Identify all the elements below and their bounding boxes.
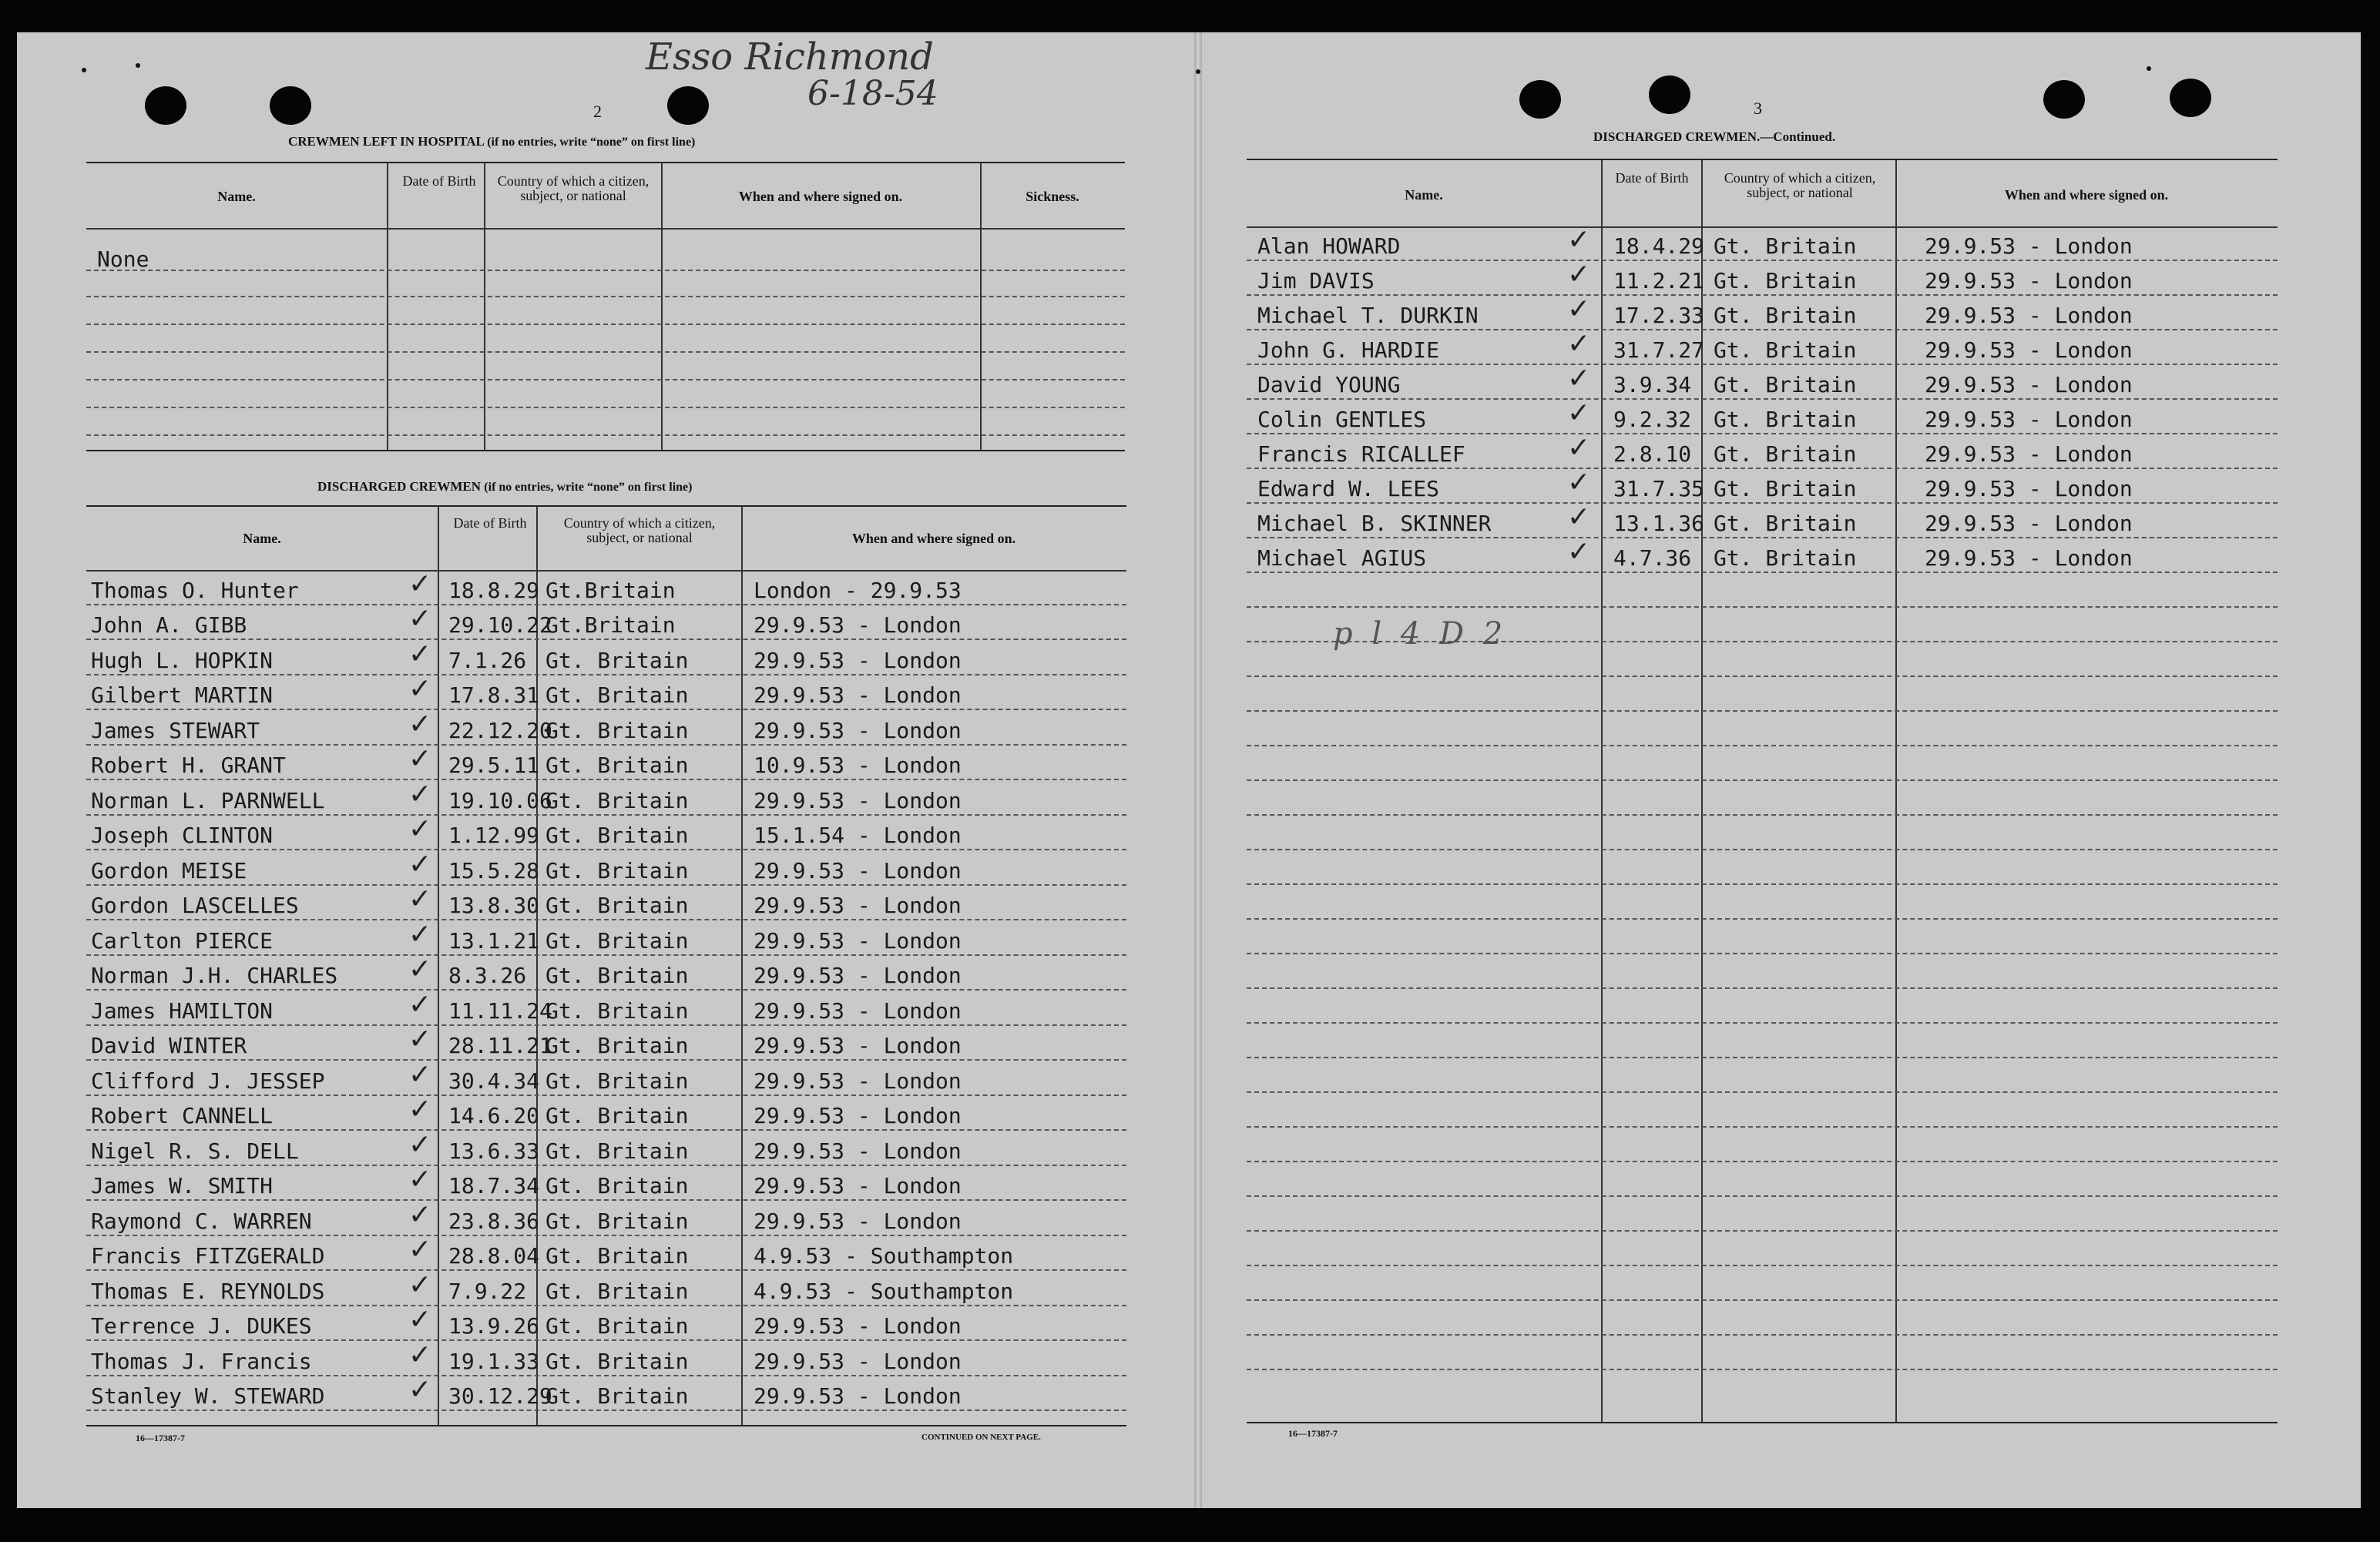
crew-name: Norman L. PARNWELL — [91, 787, 325, 813]
discharged-table-right — [1247, 159, 2278, 1423]
crew-signed-on: 29.9.53 - London — [754, 1103, 962, 1128]
ruled-line — [1247, 502, 2278, 504]
ruled-line — [86, 604, 1126, 605]
crew-signed-on: 29.9.53 - London — [754, 1383, 962, 1409]
crew-country: Gt. Britain — [545, 1138, 689, 1164]
crew-signed-on: 4.9.53 - Southampton — [754, 1243, 1014, 1269]
crew-name: Clifford J. JESSEP — [91, 1068, 325, 1094]
ruled-line — [86, 1305, 1126, 1306]
checkmark-icon: ✓ — [1567, 536, 1591, 568]
hospital-first-entry: None — [97, 246, 149, 272]
ruled-line — [1247, 398, 2278, 400]
ruled-line — [1247, 1265, 2278, 1266]
crew-name: Raymond C. WARREN — [91, 1208, 312, 1234]
crew-country: Gt. Britain — [545, 823, 689, 848]
crew-country: Gt. Britain — [545, 927, 689, 954]
crew-name: Alan HOWARD — [1257, 233, 1401, 259]
crew-country: Gt. Britain — [545, 1208, 689, 1234]
col-header-name: Name. — [1405, 187, 1443, 203]
crew-dob: 28.8.04 — [448, 1243, 540, 1269]
crew-country: Gt. Britain — [1714, 372, 1857, 397]
discharged-heading-text: DISCHARGED CREWMEN — [317, 479, 482, 494]
crew-country: Gt. Britain — [545, 1173, 689, 1198]
crew-dob: 13.1.21 — [448, 927, 540, 954]
ruled-line — [86, 1165, 1126, 1166]
crew-name: Francis RICALLEF — [1257, 441, 1465, 467]
crew-dob: 19.10.06 — [448, 787, 552, 813]
crew-name: James HAMILTON — [91, 997, 274, 1024]
crew-dob: 22.12.20 — [448, 717, 552, 743]
crew-dob: 13.8.30 — [448, 893, 540, 918]
col-header-name: Name. — [243, 531, 281, 546]
crew-name: John G. HARDIE — [1257, 337, 1440, 363]
ruled-line — [86, 1024, 1126, 1026]
ruled-line — [1247, 1230, 2278, 1232]
ruled-line — [1247, 329, 2278, 330]
crew-country: Gt. Britain — [545, 682, 689, 708]
checkmark-icon: ✓ — [408, 1024, 432, 1055]
discharged-heading-note: (if no entries, write “none” on first line) — [484, 481, 693, 494]
crew-dob: 17.2.33 — [1613, 303, 1705, 328]
ink-dot — [1196, 69, 1200, 74]
crew-name: Stanley W. STEWARD — [91, 1383, 325, 1409]
crew-country: Gt. Britain — [1714, 337, 1857, 363]
crew-dob: 23.8.36 — [448, 1208, 540, 1234]
crew-name: Michael T. DURKIN — [1257, 303, 1479, 328]
crew-country: Gt. Britain — [545, 1313, 689, 1339]
ruled-line — [86, 1059, 1126, 1061]
ruled-line — [1247, 1369, 2278, 1370]
ruled-line — [86, 1410, 1126, 1411]
crew-dob: 13.9.26 — [448, 1313, 540, 1339]
crew-country: Gt. Britain — [545, 1383, 689, 1409]
col-header-dob: Date of Birth — [402, 173, 476, 189]
crew-signed-on: 29.9.53 - London — [754, 1068, 962, 1094]
crew-country: Gt. Britain — [1714, 407, 1857, 432]
page-number-left: 2 — [593, 102, 602, 121]
crew-signed-on: 15.1.54 - London — [754, 823, 962, 848]
ruled-line — [86, 1269, 1126, 1271]
ruled-line — [86, 1199, 1126, 1201]
crew-dob: 4.7.36 — [1613, 545, 1692, 571]
crew-signed-on: 29.9.53 - London — [754, 997, 962, 1024]
checkmark-icon: ✓ — [1567, 328, 1591, 360]
crew-dob: 31.7.27 — [1613, 337, 1705, 363]
crew-name: Gordon MEISE — [91, 857, 247, 883]
crew-name: Gordon LASCELLES — [91, 893, 299, 918]
checkmark-icon: ✓ — [1567, 501, 1591, 533]
checkmark-icon: ✓ — [1567, 293, 1591, 325]
crew-dob: 17.8.31 — [448, 682, 540, 708]
crew-signed-on: 29.9.53 - London — [1925, 407, 2133, 432]
checkmark-icon: ✓ — [408, 1128, 432, 1161]
col-header-country: Country of which a citizen, subject, or national — [563, 515, 716, 545]
crew-signed-on: 29.9.53 - London — [1925, 545, 2133, 571]
checkmark-icon: ✓ — [408, 1234, 432, 1265]
crew-dob: 8.3.26 — [448, 963, 527, 988]
crew-signed-on: 29.9.53 - London — [754, 1208, 962, 1234]
checkmark-icon: ✓ — [408, 638, 432, 670]
crew-dob: 1.12.99 — [448, 823, 540, 848]
crew-dob: 28.11.21 — [448, 1033, 552, 1058]
ruled-line — [1247, 1195, 2278, 1197]
page-spine — [1194, 32, 1202, 1508]
crew-country: Gt. Britain — [545, 997, 689, 1024]
ruled-line — [1247, 953, 2278, 954]
handwritten-date: 6-18-54 — [807, 74, 938, 113]
crew-country: Gt. Britain — [1714, 233, 1857, 259]
ruled-line — [1247, 468, 2278, 469]
col-header-dob: Date of Birth — [453, 515, 527, 531]
checkmark-icon: ✓ — [408, 778, 432, 810]
col-header-sickness: Sickness. — [1026, 189, 1079, 204]
col-header-signed: When and where signed on. — [738, 189, 903, 204]
crew-signed-on: 29.9.53 - London — [1925, 303, 2133, 328]
checkmark-icon: ✓ — [408, 883, 432, 915]
ruled-line — [1247, 675, 2278, 677]
ink-dot — [2147, 66, 2151, 71]
crew-country: Gt.Britain — [545, 577, 676, 603]
ruled-line — [1247, 1126, 2278, 1128]
checkmark-icon: ✓ — [408, 1269, 432, 1301]
crew-name: Joseph CLINTON — [91, 823, 274, 848]
ruled-line — [1247, 1334, 2278, 1336]
crew-name: James STEWART — [91, 717, 260, 743]
col-header-signed: When and where signed on. — [851, 531, 1016, 546]
crew-country: Gt. Britain — [545, 787, 689, 813]
punch-hole — [2170, 79, 2211, 117]
crew-name: David WINTER — [91, 1033, 247, 1058]
checkmark-icon: ✓ — [1567, 432, 1591, 464]
checkmark-icon: ✓ — [408, 1058, 432, 1091]
ruled-line — [86, 639, 1126, 640]
checkmark-icon: ✓ — [1567, 467, 1591, 498]
crew-signed-on: 29.9.53 - London — [754, 1313, 962, 1339]
checkmark-icon: ✓ — [408, 1094, 432, 1125]
crew-dob: 18.7.34 — [448, 1173, 540, 1198]
crew-signed-on: 29.9.53 - London — [1925, 233, 2133, 259]
crew-signed-on: 29.9.53 - London — [1925, 511, 2133, 536]
ruled-line — [86, 674, 1126, 675]
crew-country: Gt. Britain — [1714, 545, 1857, 571]
crew-signed-on: 29.9.53 - London — [754, 927, 962, 954]
crew-country: Gt. Britain — [545, 963, 689, 988]
ruled-line — [1247, 364, 2278, 365]
checkmark-icon: ✓ — [408, 1339, 432, 1371]
crew-dob: 19.1.33 — [448, 1348, 540, 1374]
punch-hole — [1649, 75, 1690, 114]
checkmark-icon: ✓ — [408, 1304, 432, 1336]
continued-note: CONTINUED ON NEXT PAGE. — [921, 1433, 1041, 1442]
crew-name: James W. SMITH — [91, 1173, 274, 1198]
crew-dob: 7.9.22 — [448, 1278, 527, 1304]
crew-dob: 13.1.36 — [1613, 511, 1705, 536]
crew-name: Jim DAVIS — [1257, 268, 1375, 293]
punch-hole — [270, 86, 311, 125]
crew-signed-on: 4.9.53 - Southampton — [754, 1278, 1014, 1304]
crew-country: Gt. Britain — [1714, 511, 1857, 536]
ruled-line — [1247, 1299, 2278, 1301]
ruled-line — [1247, 294, 2278, 296]
checkmark-icon: ✓ — [408, 1164, 432, 1195]
ruled-line — [1247, 606, 2278, 608]
crew-signed-on: 29.9.53 - London — [754, 612, 962, 638]
crew-dob: 18.4.29 — [1613, 233, 1705, 259]
crew-signed-on: 29.9.53 - London — [754, 647, 962, 673]
crew-country: Gt. Britain — [545, 857, 689, 883]
crew-name: Carlton PIERCE — [91, 927, 274, 954]
right-section-heading: DISCHARGED CREWMEN.—Continued. — [1593, 129, 1836, 144]
crew-signed-on: 29.9.53 - London — [1925, 476, 2133, 501]
checkmark-icon: ✓ — [408, 673, 432, 705]
checkmark-icon: ✓ — [408, 813, 432, 845]
crew-name: David YOUNG — [1257, 372, 1401, 397]
ruled-line — [86, 919, 1126, 920]
crew-country: Gt. Britain — [1714, 303, 1857, 328]
crew-dob: 9.2.32 — [1613, 407, 1692, 432]
crew-signed-on: 29.9.53 - London — [754, 717, 962, 743]
ruled-line — [1247, 1057, 2278, 1058]
ink-dot — [136, 63, 140, 68]
ruled-line — [86, 814, 1126, 816]
hospital-section-heading — [288, 134, 695, 149]
ruled-line — [1247, 710, 2278, 712]
crew-dob: 30.12.29 — [448, 1383, 552, 1409]
crew-dob: 14.6.20 — [448, 1103, 540, 1128]
crew-signed-on: 29.9.53 - London — [754, 857, 962, 883]
checkmark-icon: ✓ — [408, 1198, 432, 1231]
checkmark-icon: ✓ — [408, 848, 432, 880]
crew-name: Terrence J. DUKES — [91, 1313, 312, 1339]
form-number-left: 16—17387-7 — [136, 1433, 185, 1443]
handwritten-mark: p l 4 D 2 — [1333, 616, 1508, 652]
crew-signed-on: 29.9.53 - London — [754, 682, 962, 708]
punch-hole — [1519, 80, 1561, 119]
crew-dob: 11.2.21 — [1613, 268, 1705, 293]
ruled-line — [1247, 779, 2278, 781]
crew-dob: 29.10.22 — [448, 612, 552, 638]
handwritten-ship-name: Esso Richmond — [646, 35, 934, 79]
crew-signed-on: 29.9.53 - London — [754, 1348, 962, 1374]
crew-signed-on: 29.9.53 - London — [754, 1033, 962, 1058]
crew-country: Gt. Britain — [545, 893, 689, 918]
crew-signed-on: London - 29.9.53 — [754, 577, 962, 603]
ruled-line — [86, 779, 1126, 780]
ruled-line — [86, 1235, 1126, 1236]
crew-country: Gt.Britain — [545, 612, 676, 638]
ink-dot — [82, 68, 86, 72]
ruled-line — [86, 884, 1126, 886]
crew-name: Michael AGIUS — [1257, 545, 1427, 571]
crew-dob: 31.7.35 — [1613, 476, 1705, 501]
crew-dob: 30.4.34 — [448, 1068, 540, 1094]
checkmark-icon: ✓ — [408, 918, 432, 950]
crew-name: Robert H. GRANT — [91, 753, 286, 778]
checkmark-icon: ✓ — [1567, 259, 1591, 290]
crew-country: Gt. Britain — [545, 1243, 689, 1269]
ruled-line — [86, 1339, 1126, 1341]
ruled-line — [1247, 433, 2278, 434]
crew-name: Norman J.H. CHARLES — [91, 963, 338, 988]
crew-name: Colin GENTLES — [1257, 407, 1427, 432]
ruled-line — [1247, 1022, 2278, 1024]
ruled-line — [1247, 814, 2278, 816]
ruled-line — [1247, 883, 2278, 885]
col-header-dob: Date of Birth — [1615, 170, 1689, 186]
ruled-line — [86, 744, 1126, 746]
ruled-line — [86, 1375, 1126, 1376]
crew-signed-on: 29.9.53 - London — [1925, 337, 2133, 363]
crew-name: Gilbert MARTIN — [91, 682, 274, 708]
punch-hole — [145, 86, 186, 125]
discharged-table-left — [86, 505, 1126, 1426]
punch-hole — [667, 86, 709, 125]
checkmark-icon: ✓ — [408, 603, 432, 635]
crew-name: Thomas J. Francis — [91, 1348, 312, 1374]
crew-signed-on: 10.9.53 - London — [754, 753, 962, 778]
checkmark-icon: ✓ — [408, 954, 432, 985]
crew-name: Nigel R. S. DELL — [91, 1138, 299, 1164]
hospital-heading-note: (if no entries, write “none” on first line) — [487, 136, 696, 149]
hospital-heading-text: CREWMEN LEFT IN HOSPITAL — [288, 134, 484, 149]
crew-name: Thomas E. REYNOLDS — [91, 1278, 325, 1304]
discharged-section-heading — [317, 479, 692, 494]
checkmark-icon: ✓ — [1567, 397, 1591, 429]
col-header-signed: When and where signed on. — [2004, 187, 2169, 203]
crew-name: Robert CANNELL — [91, 1103, 274, 1128]
col-header-country: Country of which a citizen, subject, or national — [497, 173, 650, 203]
ruled-line — [1247, 987, 2278, 989]
checkmark-icon: ✓ — [1567, 363, 1591, 394]
crew-dob: 29.5.11 — [448, 753, 540, 778]
crew-signed-on: 29.9.53 - London — [754, 1138, 962, 1164]
crew-dob: 13.6.33 — [448, 1138, 540, 1164]
ruled-line — [1247, 1091, 2278, 1093]
crew-signed-on: 29.9.53 - London — [754, 787, 962, 813]
crew-dob: 11.11.24 — [448, 997, 552, 1024]
ruled-line — [86, 1129, 1126, 1131]
crew-country: Gt. Britain — [545, 1033, 689, 1058]
crew-dob: 18.8.29 — [448, 577, 540, 603]
checkmark-icon: ✓ — [408, 1374, 432, 1406]
ruled-line — [86, 989, 1126, 991]
crew-country: Gt. Britain — [1714, 441, 1857, 467]
crew-signed-on: 29.9.53 - London — [754, 1173, 962, 1198]
crew-signed-on: 29.9.53 - London — [1925, 441, 2133, 467]
crew-signed-on: 29.9.53 - London — [754, 893, 962, 918]
col-header-country: Country of which a citizen, subject, or national — [1724, 170, 1876, 200]
crew-country: Gt. Britain — [545, 647, 689, 673]
crew-country: Gt. Britain — [545, 1103, 689, 1128]
crew-dob: 2.8.10 — [1613, 441, 1692, 467]
crew-signed-on: 29.9.53 - London — [754, 963, 962, 988]
checkmark-icon: ✓ — [408, 988, 432, 1021]
form-number-right: 16—17387-7 — [1288, 1428, 1338, 1439]
crew-country: Gt. Britain — [545, 1278, 689, 1304]
page-number-right: 3 — [1754, 99, 1762, 118]
checkmark-icon: ✓ — [1567, 224, 1591, 256]
checkmark-icon: ✓ — [408, 743, 432, 775]
crew-name: Hugh L. HOPKIN — [91, 647, 274, 673]
crew-dob: 7.1.26 — [448, 647, 527, 673]
crew-name: Francis FITZGERALD — [91, 1243, 325, 1269]
crew-country: Gt. Britain — [1714, 476, 1857, 501]
crew-name: Michael B. SKINNER — [1257, 511, 1492, 536]
ruled-line — [1247, 1161, 2278, 1162]
punch-hole — [2043, 80, 2085, 119]
crew-signed-on: 29.9.53 - London — [1925, 268, 2133, 293]
crew-country: Gt. Britain — [545, 1348, 689, 1374]
crew-country: Gt. Britain — [545, 717, 689, 743]
crew-country: Gt. Britain — [545, 1068, 689, 1094]
ruled-line — [86, 709, 1126, 710]
ruled-line — [1247, 918, 2278, 920]
crew-country: Gt. Britain — [1714, 268, 1857, 293]
crew-signed-on: 29.9.53 - London — [1925, 372, 2133, 397]
checkmark-icon: ✓ — [408, 568, 432, 600]
ruled-line — [1247, 572, 2278, 573]
col-header-name: Name. — [217, 189, 256, 204]
crew-name: Thomas O. Hunter — [91, 577, 299, 603]
ruled-line — [1247, 849, 2278, 850]
ruled-line — [1247, 537, 2278, 538]
ruled-line — [1247, 260, 2278, 261]
ruled-line — [86, 954, 1126, 956]
ruled-line — [1247, 745, 2278, 746]
crew-name: Edward W. LEES — [1257, 476, 1440, 501]
checkmark-icon: ✓ — [408, 708, 432, 740]
crew-dob: 15.5.28 — [448, 857, 540, 883]
ruled-line — [86, 849, 1126, 850]
crew-dob: 3.9.34 — [1613, 372, 1692, 397]
hospital-table — [86, 162, 1125, 451]
crew-country: Gt. Britain — [545, 753, 689, 778]
ruled-line — [86, 1094, 1126, 1096]
crew-name: John A. GIBB — [91, 612, 247, 638]
